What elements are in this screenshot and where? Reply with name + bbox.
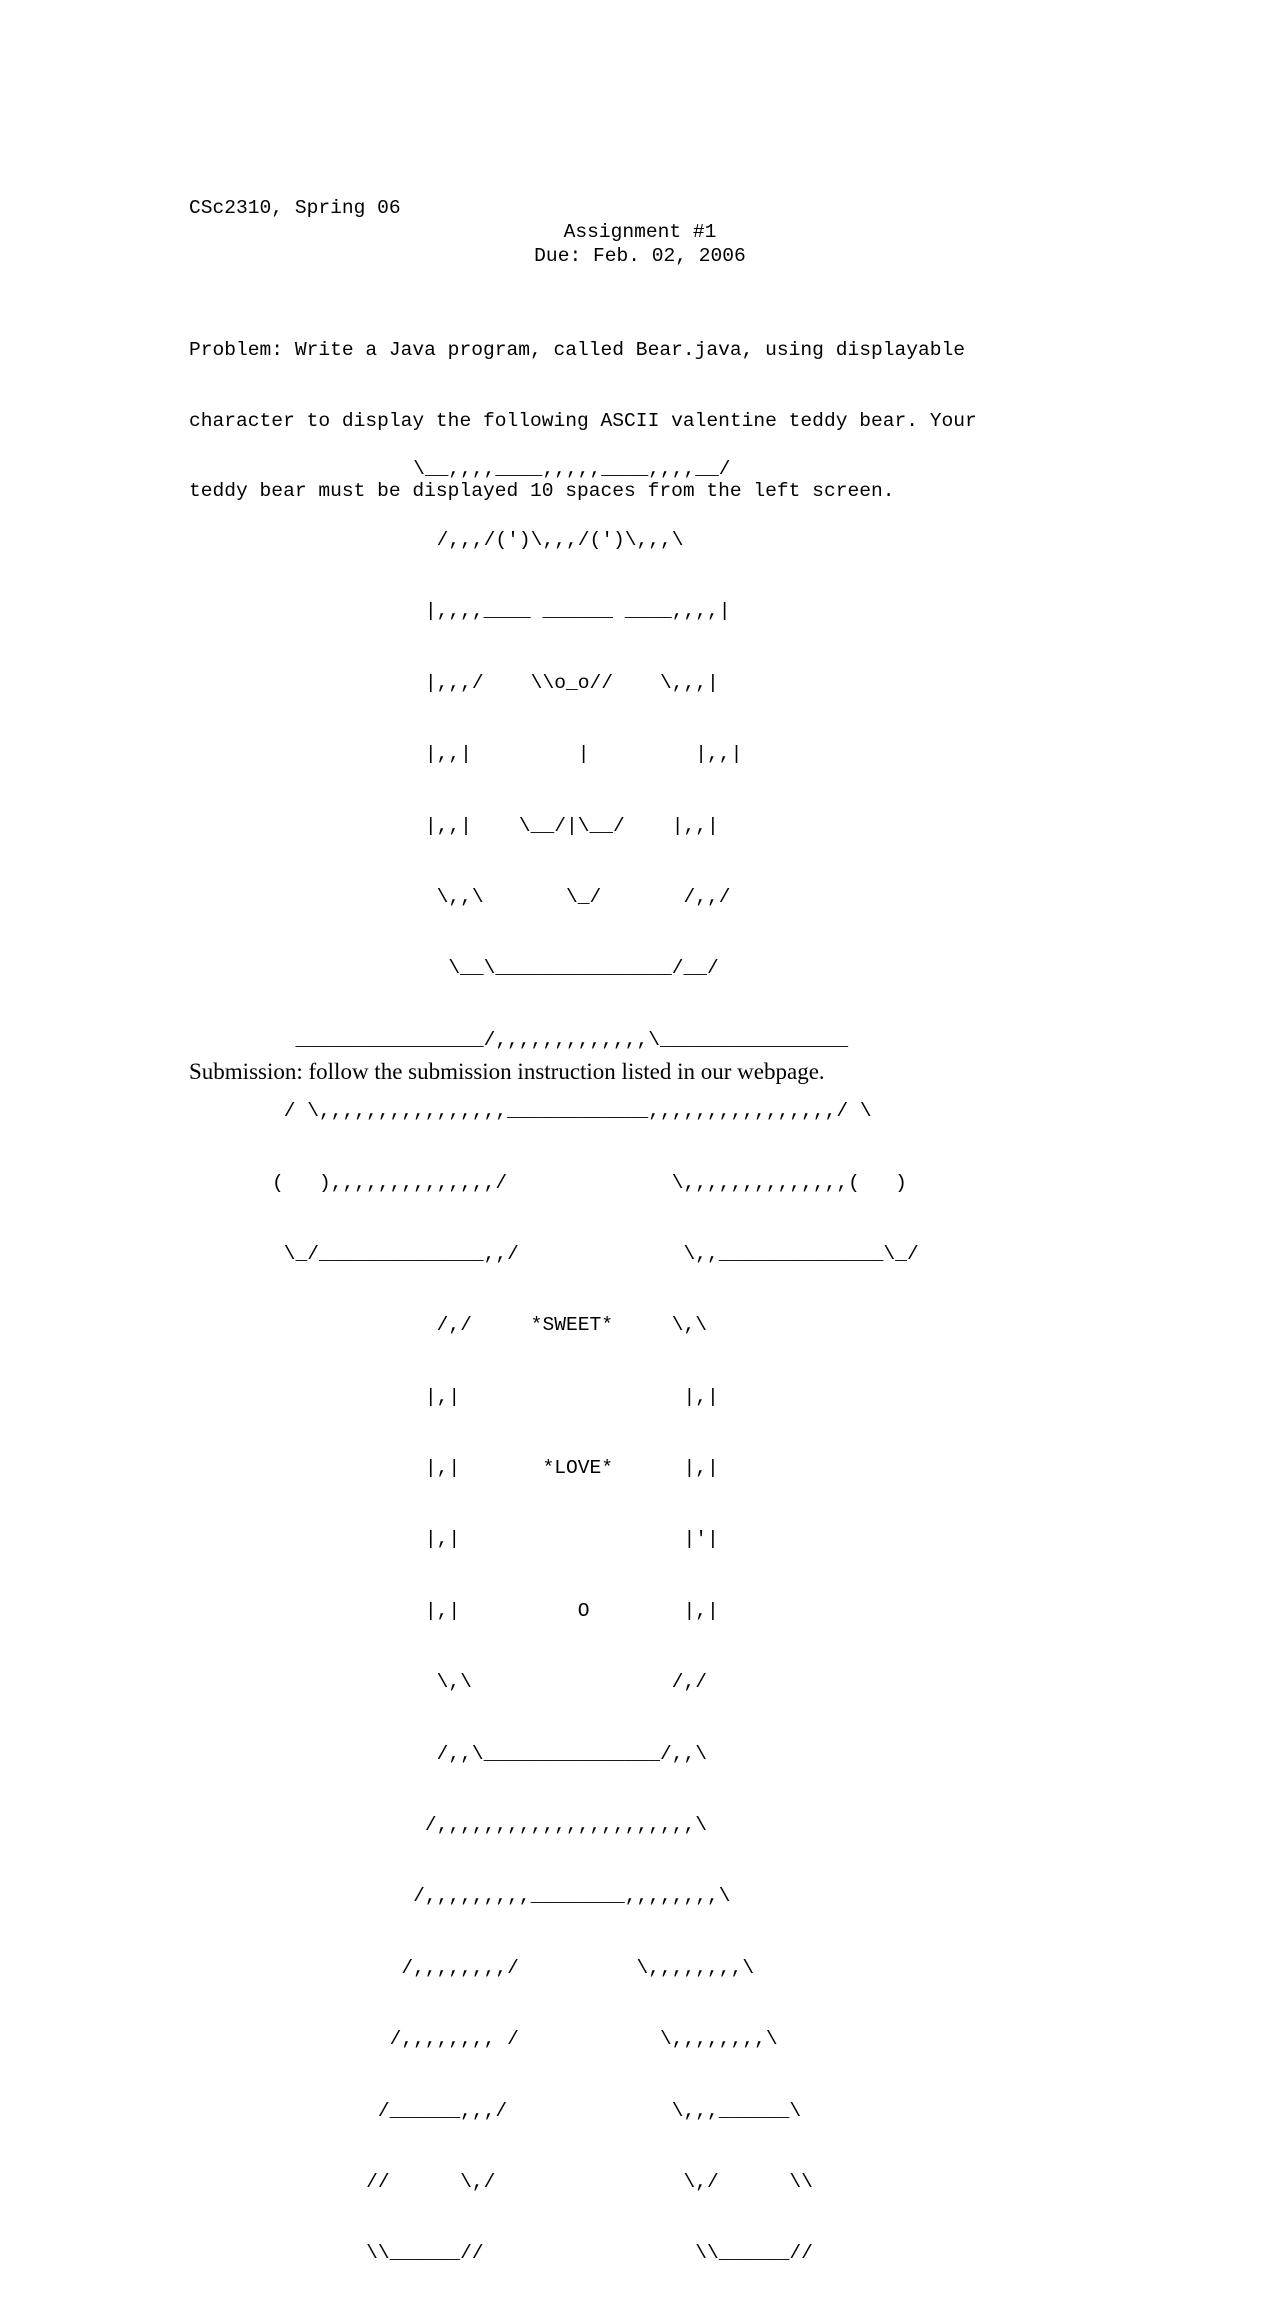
bear-line: |,| |,| [272,1385,719,1408]
bear-line: /,,,,,,,,/ \,,,,,,,,\ [272,1956,755,1979]
bear-line: /,,,,,,,,,,,,,,,,,,,,,,\ [272,1814,708,1837]
bear-line: |,| |'| [272,1528,719,1551]
bear-line: \\______// \\______// [272,2242,813,2265]
bear-line: /,/ *SWEET* \,\ [272,1314,708,1337]
course-header: CSc2310, Spring 06 [189,197,401,219]
bear-line: ( ),,,,,,,,,,,,,,/ \,,,,,,,,,,,,,,( ) [272,1171,907,1194]
bear-line: |,| O |,| [272,1599,719,1622]
bear-line: |,,| \__/|\__/ |,,| [272,814,719,837]
problem-line: teddy bear must be displayed 10 spaces from the left screen. [189,480,895,502]
bear-line: \,\ /,/ [272,1671,708,1694]
bear-line: \__,,,,____,,,,,____,,,,__/ [272,457,731,480]
bear-line: \,,\ \_/ /,,/ [272,885,731,908]
bear-line: \__\_______________/__/ [272,957,719,980]
bear-line: |,| *LOVE* |,| [272,1457,719,1480]
bear-line: /______,,,/ \,,,______\ [272,2099,802,2122]
bear-line: |,,,,____ ______ ____,,,,| [272,600,731,623]
bear-line: / \,,,,,,,,,,,,,,,,____________,,,,,,,,,,,,,,,,/ \ [272,1100,872,1123]
ascii-teddy-bear [272,410,919,2314]
problem-line: Problem: Write a Java program, called Bear.java, using displayable [189,339,966,361]
bear-line: ________________/,,,,,,,,,,,,,\________________ [272,1028,849,1051]
bear-line: /,,,,,,,, / \,,,,,,,,\ [272,2028,778,2051]
submission-note: Submission: follow the submission instruction listed in our webpage. [189,1059,825,1084]
due-date: Due: Feb. 02, 2006 [534,245,746,267]
problem-line: character to display the following ASCII valentine teddy bear. Your [189,409,977,432]
bear-line: /,,,,,,,,,________,,,,,,,,\ [272,1885,731,1908]
assignment-title: Assignment #1 [563,221,717,243]
bear-line: |,,,/ \\o_o// \,,,| [272,671,719,694]
bear-line: \_/______________,,/ \,,______________\_/ [272,1242,919,1265]
bear-line: /,,\_______________/,,\ [272,1742,708,1765]
bear-line: |,,| | |,,| [272,743,743,766]
bear-line: /,,,/(')\,,,/(')\,,,\ [272,528,684,551]
bear-line: // \,/ \,/ \\ [272,2170,813,2193]
